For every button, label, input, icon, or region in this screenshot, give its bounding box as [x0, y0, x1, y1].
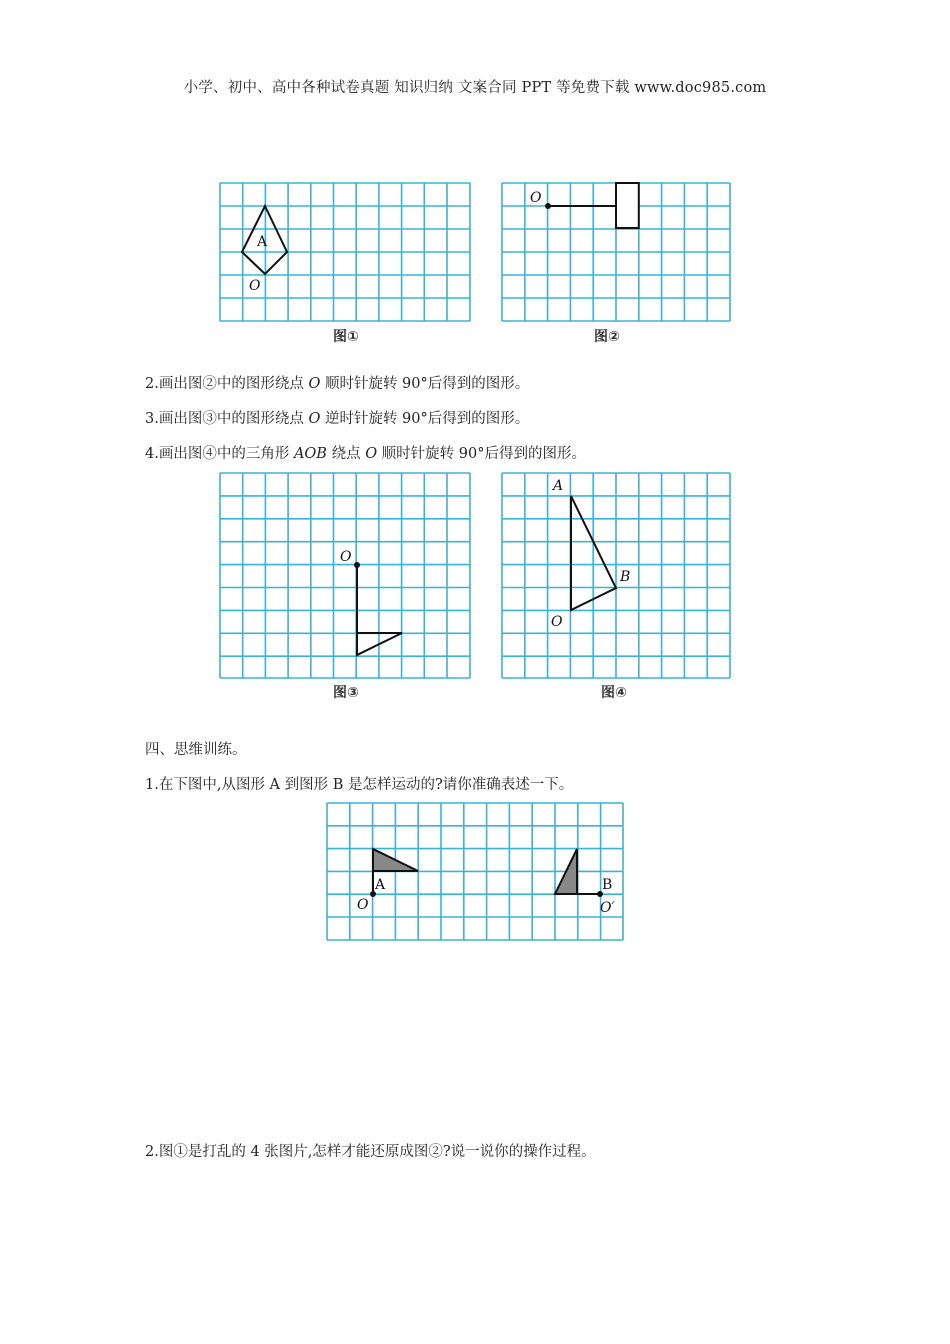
- figure-4-grid: [501, 472, 731, 679]
- figure-1-caption: 图①: [333, 329, 359, 345]
- figure-5-grid: [326, 802, 624, 941]
- section-4-title: 四、思维训练。: [145, 742, 247, 758]
- question-4: 4.画出图④中的三角形 AOB 绕点 O 顺时针旋转 90°后得到的图形。: [145, 446, 586, 462]
- label-a: A: [553, 478, 564, 494]
- label-a: A: [375, 877, 386, 893]
- grid-lines: [220, 473, 470, 678]
- label-o-prime: O′: [600, 900, 615, 916]
- grid-lines: [220, 183, 470, 321]
- figure-3-caption: 图③: [333, 685, 359, 701]
- figure-2-caption: 图②: [594, 329, 620, 345]
- training-question-2: 2.图①是打乱的 4 张图片,怎样才能还原成图②?说一说你的操作过程。: [145, 1144, 596, 1160]
- label-o: O: [551, 614, 563, 630]
- label-o: O: [530, 190, 542, 206]
- label-o: O: [249, 278, 261, 294]
- figure-2-grid: [501, 182, 731, 322]
- question-3: 3.画出图③中的图形绕点 O 逆时针旋转 90°后得到的图形。: [145, 411, 530, 427]
- label-b: B: [602, 877, 613, 893]
- label-o: O: [357, 897, 369, 913]
- label-b: B: [620, 569, 631, 585]
- figure-4-caption: 图④: [601, 685, 627, 701]
- grid-lines: [502, 473, 730, 678]
- point-o: [354, 562, 360, 568]
- rectangle-shape: [616, 183, 639, 228]
- label-a: A: [257, 234, 268, 250]
- page-header: 小学、初中、高中各种试卷真题 知识归纳 文案合同 PPT 等免费下载 www.doc985.com: [183, 80, 767, 96]
- training-question-1: 1.在下图中,从图形 A 到图形 B 是怎样运动的?请你准确表述一下。: [145, 777, 574, 793]
- label-o: O: [340, 549, 352, 565]
- grid-lines: [327, 803, 623, 940]
- figure-3-grid: [219, 472, 471, 679]
- figure-1-grid: [219, 182, 471, 322]
- point-o: [545, 203, 551, 209]
- question-2: 2.画出图②中的图形绕点 O 顺时针旋转 90°后得到的图形。: [145, 376, 530, 392]
